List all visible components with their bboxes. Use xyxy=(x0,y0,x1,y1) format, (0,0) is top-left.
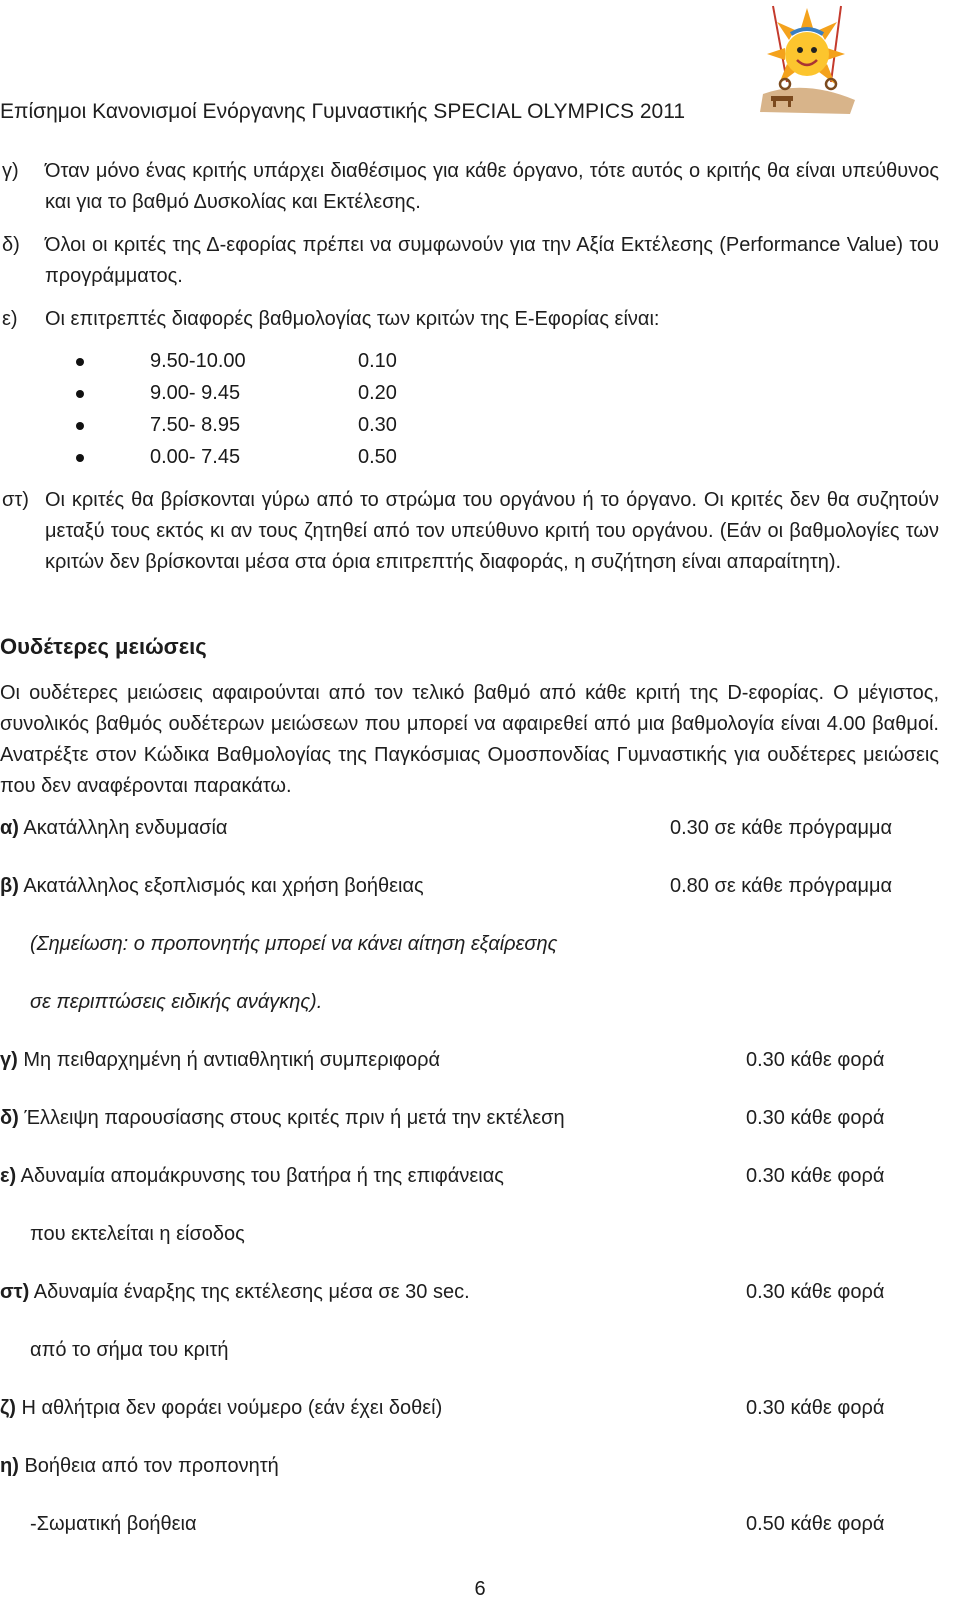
deduction-row-z xyxy=(0,1393,442,1424)
deduction-value-st: 0.30 κάθε φορά xyxy=(746,1281,885,1303)
deduction-label: στ) xyxy=(0,1281,30,1303)
deduction-row-d xyxy=(0,1103,565,1134)
deduction-value-g: 0.30 κάθε φορά xyxy=(746,1049,885,1071)
deduction-label: α) xyxy=(0,817,19,839)
deduction-label: γ) xyxy=(0,1049,18,1071)
range-difference: 0.10 xyxy=(358,350,397,372)
deduction-value-z: 0.30 κάθε φορά xyxy=(746,1397,885,1419)
range-value: 9.00- 9.45 xyxy=(150,382,241,404)
deduction-continuation-e: που εκτελείται η είσοδος xyxy=(30,1223,245,1245)
item-text-d: Όλοι οι κριτές της Δ-εφορίας πρέπει να συμφωνούν για την Αξία Εκτέλεσης (Performance Value) του προγράμματος. xyxy=(45,234,939,287)
bullet-icon xyxy=(76,358,84,366)
section-heading: Ουδέτερες μειώσεις xyxy=(0,634,207,659)
item-label-g: γ) xyxy=(2,160,19,182)
deduction-text: Αδυναμία απομάκρυνσης του βατήρα ή της επιφάνειας xyxy=(20,1165,504,1187)
deduction-row-e xyxy=(0,1161,504,1192)
deduction-text: Ακατάλληλος εξοπλισμός και χρήση βοήθειας xyxy=(23,875,424,897)
range-difference: 0.20 xyxy=(358,382,397,404)
item-text-e: Οι επιτρεπτές διαφορές βαθμολογίας των κριτών της Ε-Εφορίας είναι: xyxy=(45,308,660,330)
list-item xyxy=(0,442,700,473)
deduction-value-e: 0.30 κάθε φορά xyxy=(746,1165,885,1187)
list-item xyxy=(0,378,700,409)
item-label-d: δ) xyxy=(2,234,20,256)
deduction-row-a xyxy=(0,813,227,844)
note-line-1: (Σημείωση: ο προπονητής μπορεί να κάνει αίτηση εξαίρεσης xyxy=(30,933,558,955)
bullet-icon xyxy=(76,422,84,430)
deduction-value-b: 0.80 σε κάθε πρόγραμμα xyxy=(670,875,893,897)
deduction-continuation-st: από το σήμα του κριτή xyxy=(30,1339,229,1361)
deduction-row-st xyxy=(0,1277,470,1308)
bullet-icon xyxy=(76,390,84,398)
range-value: 7.50- 8.95 xyxy=(150,414,241,436)
deduction-text: Ακατάλληλη ενδυμασία xyxy=(23,817,228,839)
deduction-row-g xyxy=(0,1045,440,1076)
deduction-text: Η αθλήτρια δεν φοράει νούμερο (εάν έχει δοθεί) xyxy=(21,1397,443,1419)
range-difference: 0.30 xyxy=(358,414,397,436)
deduction-text: Έλλειψη παρουσίασης στους κριτές πριν ή μετά την εκτέλεση xyxy=(24,1107,565,1129)
deduction-label: δ) xyxy=(0,1107,19,1129)
item-label-e: ε) xyxy=(2,308,18,330)
deduction-text: Μη πειθαρχημένη ή αντιαθλητική συμπεριφορά xyxy=(23,1049,441,1071)
deduction-row-b xyxy=(0,871,424,902)
deduction-label: ζ) xyxy=(0,1397,16,1419)
range-difference: 0.50 xyxy=(358,446,397,468)
deduction-text: Βοήθεια από τον προπονητή xyxy=(24,1455,279,1477)
item-text-st: Οι κριτές θα βρίσκονται γύρω από το στρώμα του οργάνου ή το όργανο. Οι κριτές δεν θα συζητούν μεταξύ τους εκτός κι αν τους ζητηθεί από τον υπεύθυνο κριτή του οργάνου. (Εάν οι βαθμολογίες των κριτών δεν βρίσκονται μέσα στα όρια επιτρεπτής διαφοράς, η συζήτηση είναι απαραίτητη). xyxy=(45,489,939,573)
section-intro: Οι ουδέτερες μειώσεις αφαιρούνται από τον τελικό βαθμό από κάθε κριτή της D-εφορίας. Ο μέγιστος, συνολικός βαθμός ουδέτερων μειώσεων που μπορεί να αφαιρεθεί από μια βαθμολογία είναι 4.00 βαθμοί. Ανατρέξτε στον Κώδικα Βαθμολογίας της Παγκόσμιας Ομοσπονδίας Γυμναστικής για ουδέτερες μειώσεις που δεν αναφέρονται παρακάτω. xyxy=(0,682,939,797)
range-value: 0.00- 7.45 xyxy=(150,446,241,468)
page-header-title: Επίσημοι Κανονισμοί Ενόργανης Γυμναστικής SPECIAL OLYMPICS 2011 xyxy=(0,100,686,123)
deduction-label: ε) xyxy=(0,1165,17,1187)
page-number: 6 xyxy=(474,1578,486,1600)
list-item xyxy=(0,410,700,441)
deduction-text: Αδυναμία έναρξης της εκτέλεσης μέσα σε 30 sec. xyxy=(33,1281,470,1303)
deduction-value-d: 0.30 κάθε φορά xyxy=(746,1107,885,1129)
deduction-label: β) xyxy=(0,875,19,897)
item-label-st: στ) xyxy=(2,489,29,511)
special-olympics-mascot-logo xyxy=(745,4,865,116)
deduction-label: η) xyxy=(0,1455,19,1477)
list-item xyxy=(0,346,700,377)
deduction-subitem-h1: -Σωματική βοήθεια xyxy=(30,1513,197,1535)
item-text-g: Όταν μόνο ένας κριτής υπάρχει διαθέσιμος για κάθε όργανο, τότε αυτός ο κριτής θα είναι υπεύθυνος και για το βαθμό Δυσκολίας και Εκτέλεσης. xyxy=(45,160,939,213)
note-line-2: σε περιπτώσεις ειδικής ανάγκης). xyxy=(30,991,323,1013)
range-value: 9.50-10.00 xyxy=(150,350,246,372)
bullet-icon xyxy=(76,454,84,462)
deduction-value-a: 0.30 σε κάθε πρόγραμμα xyxy=(670,817,893,839)
deduction-row-h xyxy=(0,1451,279,1482)
deduction-value-h1: 0.50 κάθε φορά xyxy=(746,1513,885,1535)
